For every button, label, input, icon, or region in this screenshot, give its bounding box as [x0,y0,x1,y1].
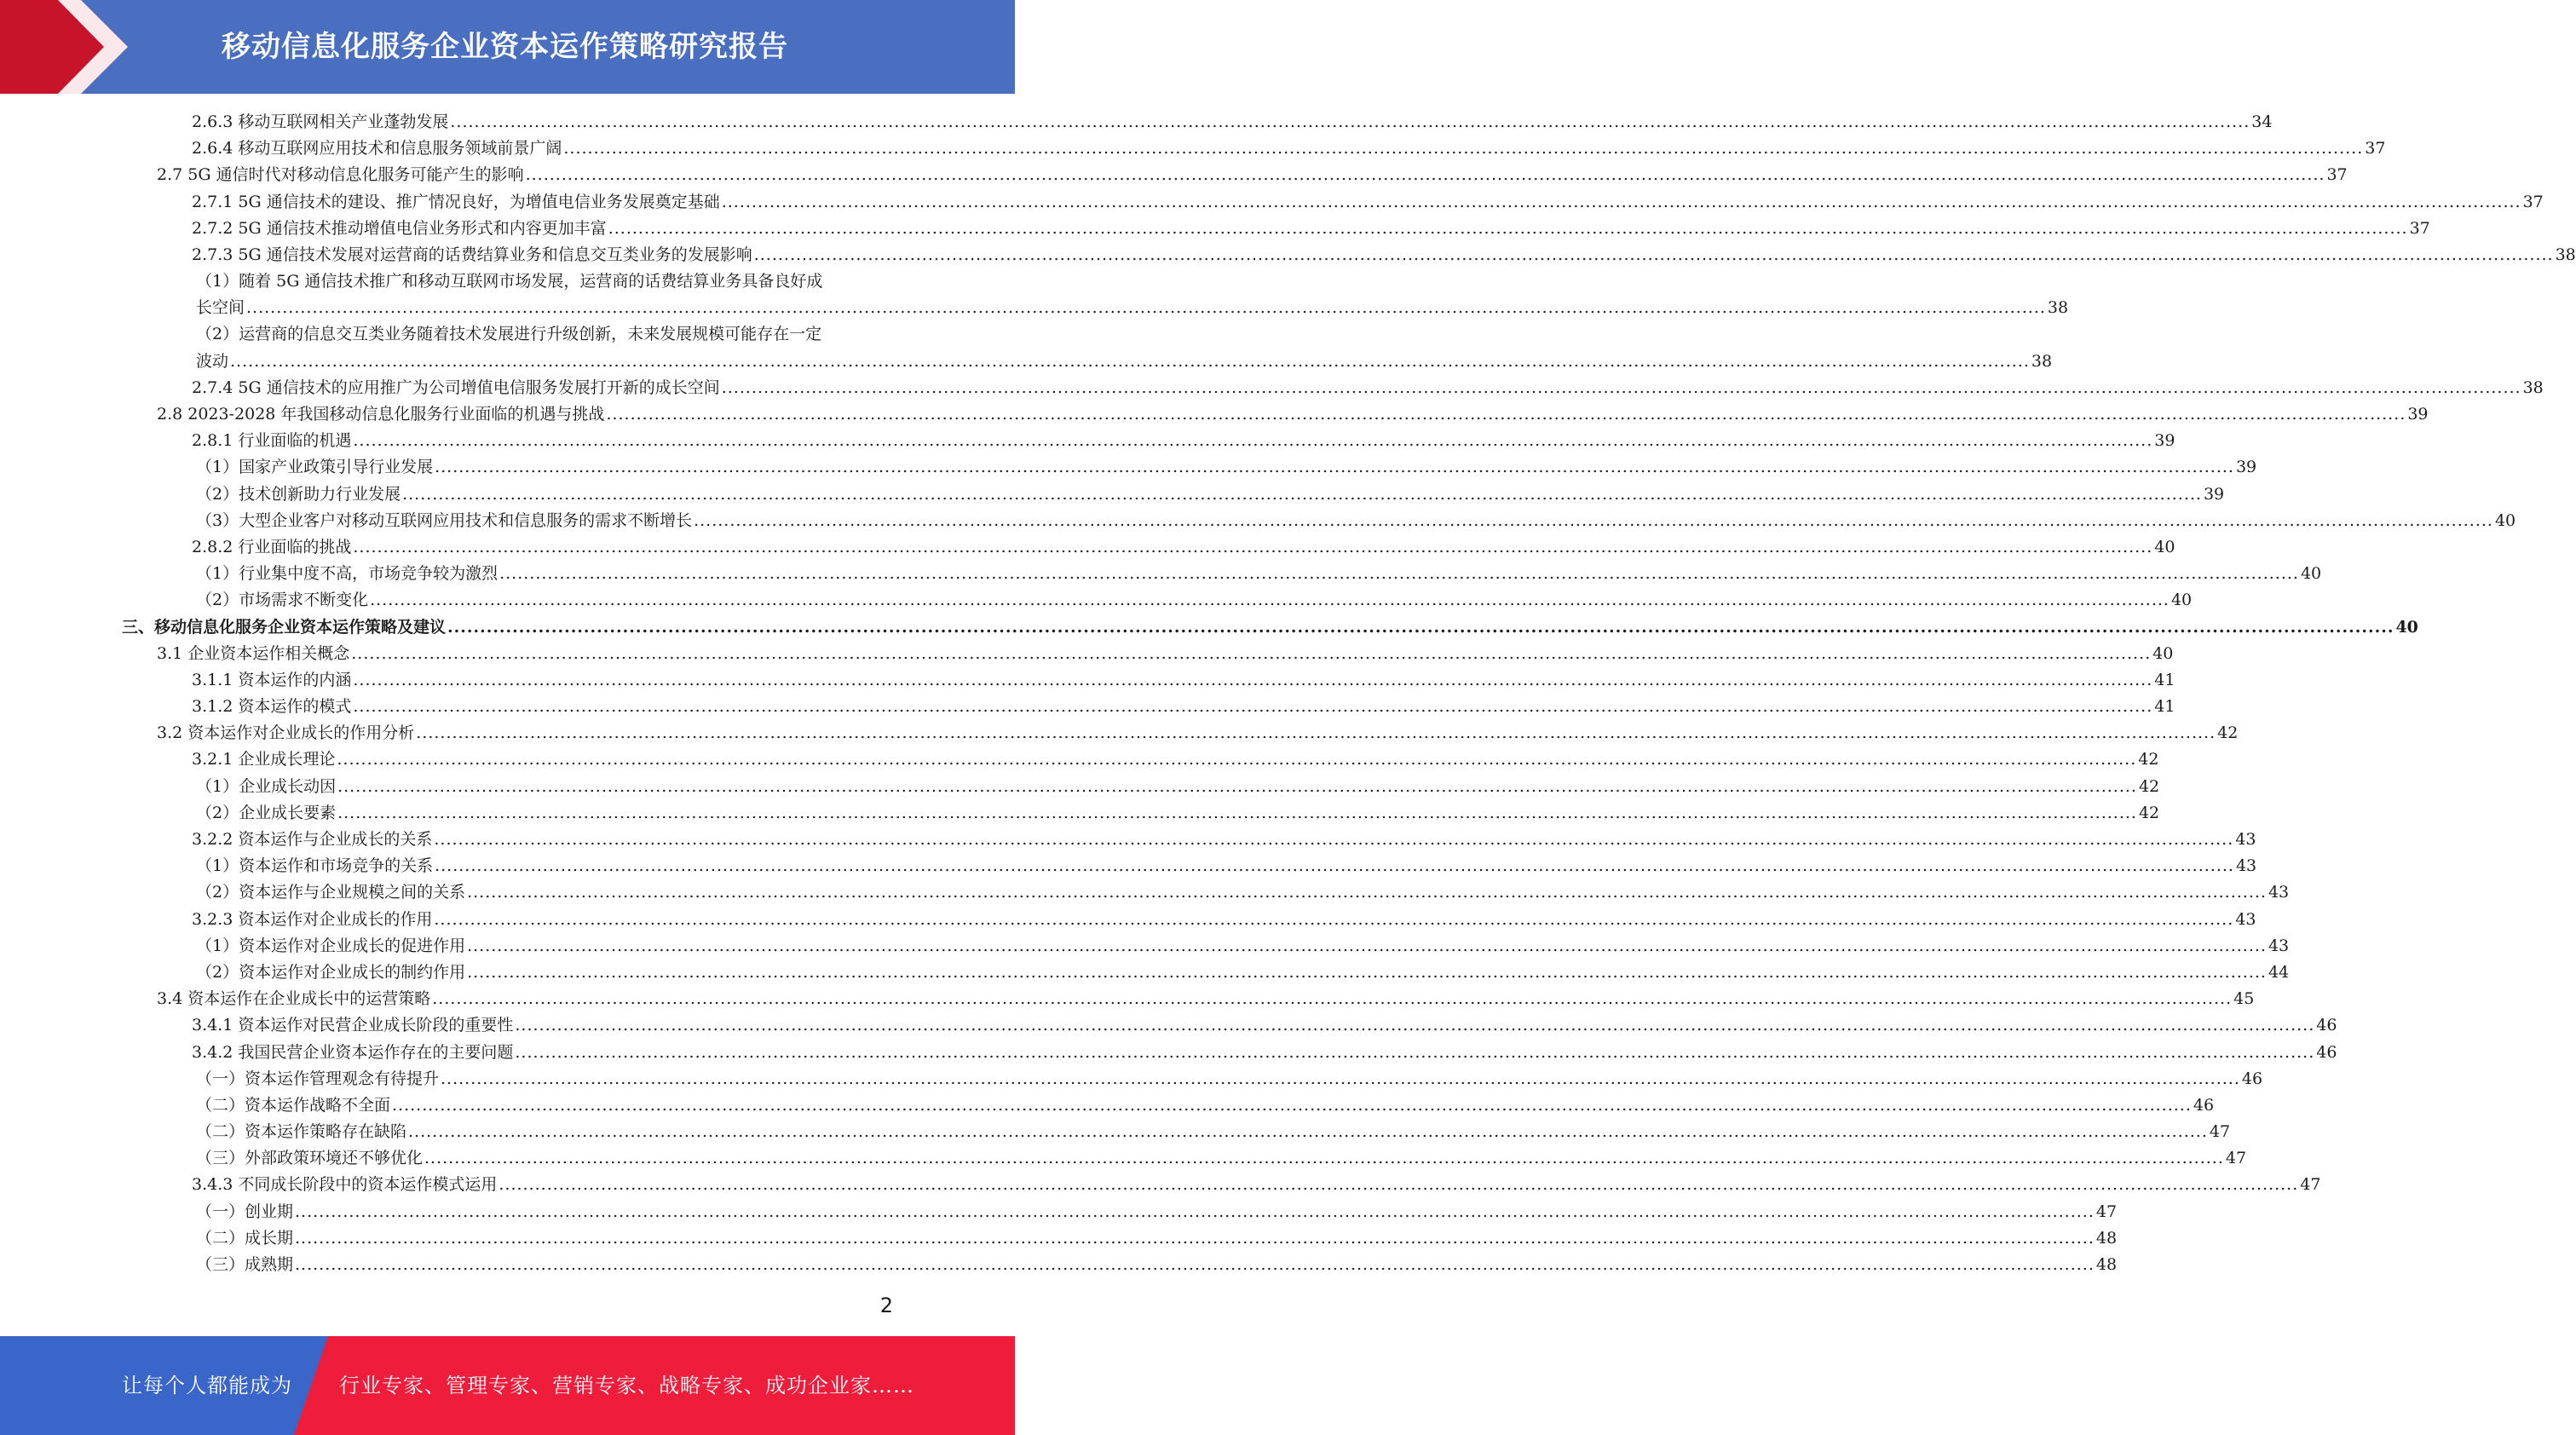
toc-entry-page: 40 [2300,564,2322,584]
toc-entry-page: 48 [2095,1255,2118,1275]
toc-entry[interactable] [0,1040,2337,1066]
page-number: 2 [879,1294,893,1317]
toc-entry-title: 波动 [196,351,229,371]
toc-entry[interactable] [0,1119,2231,1145]
toc-entry[interactable] [0,295,2069,321]
toc-dot-leader: ............................................................................................................................................................................................................................................................................................................ [499,564,2299,584]
toc-entry[interactable] [0,375,2544,401]
toc-dot-leader: ............................................................................................................................................................................................................................................................................................................ [753,245,2554,264]
toc-entry[interactable] [0,614,2418,641]
toc-entry[interactable] [0,322,1015,349]
toc-entry-page: 43 [2268,936,2290,955]
toc-entry[interactable] [0,986,2255,1012]
toc-entry-page: 47 [2209,1122,2231,1142]
toc-dot-leader: ............................................................................................................................................................................................................................................................................................................ [608,218,2408,238]
toc-entry[interactable] [0,587,2193,614]
toc-entry-page: 39 [2154,431,2175,451]
toc-entry[interactable] [0,853,2257,879]
toc-entry-page: 42 [2138,750,2159,769]
toc-entry[interactable] [0,907,2256,933]
toc-dot-leader: ............................................................................................................................................................................................................................................................................................................ [447,617,2394,637]
toc-entry[interactable] [0,747,2159,774]
toc-entry[interactable] [0,1066,2263,1092]
toc-entry[interactable] [0,135,2386,162]
toc-dot-leader: ............................................................................................................................................................................................................................................................................................................ [353,431,2153,451]
toc-entry-page: 37 [2365,139,2386,158]
toc-entry-title: 3.4 资本运作在企业成长中的运营策略 [157,989,431,1009]
toc-entry-title: （三）外部政策环境还不够优化 [196,1149,424,1168]
toc-dot-leader: ............................................................................................................................................................................................................................................................................................................ [432,989,2233,1009]
toc-entry-page: 38 [2047,298,2069,318]
header-arrow-decoration [0,0,153,94]
toc-entry[interactable] [0,667,2175,694]
page-footer [0,1336,1015,1435]
toc-entry[interactable] [0,109,2273,135]
toc-entry[interactable] [0,454,2257,481]
toc-dot-leader: ............................................................................................................................................................................................................................................................................................................ [402,484,2202,504]
toc-entry-title: 2.7.4 5G 通信技术的应用推广为公司增值电信服务发展打开新的成长空间 [192,377,720,397]
toc-entry[interactable] [0,534,2175,561]
toc-dot-leader: ............................................................................................................................................................................................................................................................................................................ [295,1202,2095,1221]
toc-entry[interactable] [0,401,2429,428]
toc-entry-title: 3.1 企业资本运作相关概念 [157,643,350,663]
toc-dot-leader: ............................................................................................................................................................................................................................................................................................................ [353,697,2153,717]
toc-entry-page: 39 [2203,484,2225,504]
toc-entry-title: 3.4.2 我国民营企业资本运作存在的主要问题 [192,1042,514,1062]
footer-slogan-right: 行业专家、管理专家、营销专家、战略专家、成功企业家…… [339,1374,914,1398]
toc-dot-leader: ............................................................................................................................................................................................................................................................................................................ [408,1122,2208,1142]
toc-entry[interactable] [0,349,2053,375]
toc-dot-leader: ............................................................................................................................................................................................................................................................................................................ [230,351,2030,371]
toc-entry[interactable] [0,1092,2215,1119]
report-title: 移动信息化服务企业资本运作策略研究报告 [222,30,788,64]
toc-entry-title: （2）资本运作对企业成长的制约作用 [196,962,466,982]
toc-entry-page: 40 [2494,510,2516,530]
toc-entry-title: （2）市场需求不断变化 [196,591,369,610]
toc-dot-leader: ............................................................................................................................................................................................................................................................................................................ [392,1095,2192,1115]
toc-dot-leader: ............................................................................................................................................................................................................................................................................................................ [563,139,2364,158]
toc-entry[interactable] [0,933,2290,960]
toc-entry-title: 3.1.1 资本运作的内涵 [192,670,352,689]
toc-entry-page: 41 [2154,697,2175,717]
toc-entry[interactable] [0,1252,2118,1278]
toc-entry-page: 43 [2235,856,2257,876]
toc-entry-title: （1）资本运作和市场竞争的关系 [196,856,434,876]
toc-entry-title: 2.6.3 移动互联网相关产业蓬勃发展 [192,112,449,131]
toc-entry-title: （二）资本运作策略存在缺陷 [196,1122,407,1142]
toc-entry-page: 37 [2409,218,2430,238]
toc-entry-page: 45 [2233,989,2255,1009]
toc-entry[interactable] [0,641,2174,667]
toc-entry-title: 2.7.1 5G 通信技术的建设、推广情况良好，为增值电信业务发展奠定基础 [192,192,720,211]
table-of-contents [0,109,2576,1278]
toc-entry-title: （2）技术创新助力行业发展 [196,484,401,504]
toc-entry[interactable] [0,268,1015,295]
toc-entry-title: 2.8.2 行业面临的挑战 [192,537,352,556]
toc-entry-title: 3.4.3 不同成长阶段中的资本运作模式运用 [192,1175,498,1195]
toc-entry-title: （1）随着 5G 通信技术推广和移动互联网市场发展，运营商的话费结算业务具备良好成 [196,272,823,291]
toc-dot-leader: ............................................................................................................................................................................................................................................................................................................ [337,803,2137,822]
toc-entry-title: 2.7 5G 通信时代对移动信息化服务可能产生的影响 [157,165,524,185]
toc-entry-title: 2.6.4 移动互联网应用技术和信息服务领域前景广阔 [192,139,562,158]
toc-entry[interactable] [0,720,2239,746]
toc-entry-page: 42 [2138,803,2160,822]
toc-entry-page: 41 [2154,670,2175,689]
toc-entry[interactable] [0,827,2256,853]
toc-dot-leader: ............................................................................................................................................................................................................................................................................................................ [467,883,2267,902]
toc-entry-page: 42 [2138,776,2160,796]
toc-entry-page: 47 [2300,1175,2321,1195]
toc-entry[interactable] [0,189,2544,216]
toc-dot-leader: ............................................................................................................................................................................................................................................................................................................ [295,1255,2095,1275]
toc-entry-page: 43 [2235,830,2256,850]
toc-dot-leader: ............................................................................................................................................................................................................................................................................................................ [515,1016,2315,1035]
toc-dot-leader: ............................................................................................................................................................................................................................................................................................................ [295,1228,2095,1248]
toc-entry[interactable] [0,162,2348,188]
toc-entry-page: 34 [2251,112,2273,131]
toc-entry-page: 44 [2268,962,2290,982]
toc-entry-page: 47 [2095,1202,2118,1221]
toc-entry-title: （3）大型企业客户对移动互联网应用技术和信息服务的需求不断增长 [196,510,693,530]
toc-entry[interactable] [0,1199,2118,1225]
toc-dot-leader: ............................................................................................................................................................................................................................................................................................................ [467,962,2267,982]
toc-dot-leader: ............................................................................................................................................................................................................................................................................................................ [353,537,2153,556]
toc-entry-title: （二）资本运作战略不全面 [196,1095,391,1115]
toc-entry-title: 3.1.2 资本运作的模式 [192,697,352,717]
toc-entry-page: 47 [2225,1149,2247,1168]
toc-dot-leader: ............................................................................................................................................................................................................................................................................................................ [721,192,2521,211]
toc-entry-page: 38 [2555,245,2576,264]
toc-entry[interactable] [0,561,2322,587]
toc-dot-leader: ............................................................................................................................................................................................................................................................................................................ [498,1175,2299,1195]
toc-entry-title: 2.7.2 5G 通信技术推动增值电信业务形式和内容更加丰富 [192,218,607,238]
toc-dot-leader: ............................................................................................................................................................................................................................................................................................................ [424,1149,2224,1168]
toc-entry[interactable] [0,1173,2321,1199]
footer-slogan-left: 让每个人都能成为 [122,1374,292,1398]
toc-entry-title: 3.4.1 资本运作对民营企业成长阶段的重要性 [192,1016,514,1035]
toc-entry-page: 46 [2193,1095,2215,1115]
toc-entry[interactable] [0,1225,2118,1252]
toc-entry[interactable] [0,1012,2337,1039]
toc-entry-title: （一）资本运作管理观念有待提升 [196,1069,440,1088]
toc-entry-page: 43 [2268,883,2290,902]
toc-dot-leader: ............................................................................................................................................................................................................................................................................................................ [370,591,2170,610]
toc-entry-page: 37 [2522,192,2544,211]
toc-entry[interactable] [0,216,2430,242]
toc-entry-page: 40 [2154,537,2175,556]
toc-dot-leader: ............................................................................................................................................................................................................................................................................................................ [435,458,2234,477]
toc-entry-page: 37 [2326,165,2348,185]
toc-entry-page: 38 [2031,351,2053,371]
toc-entry-title: 三、移动信息化服务企业资本运作策略及建议 [122,617,447,637]
toc-entry-title: 长空间 [196,298,245,318]
toc-entry[interactable] [0,800,2160,827]
toc-dot-leader: ............................................................................................................................................................................................................................................................................................................ [246,298,2046,318]
toc-entry-title: （1）行业集中度不高，市场竞争较为激烈 [196,564,498,584]
toc-dot-leader: ............................................................................................................................................................................................................................................................................................................ [606,405,2406,424]
toc-dot-leader: ............................................................................................................................................................................................................................................................................................................ [337,750,2137,769]
toc-entry-page: 38 [2522,377,2544,397]
toc-dot-leader: ............................................................................................................................................................................................................................................................................................................ [515,1042,2315,1062]
toc-entry-page: 46 [2316,1042,2337,1062]
toc-dot-leader: ............................................................................................................................................................................................................................................................................................................ [351,643,2152,663]
toc-entry-title: （1）资本运作对企业成长的促进作用 [196,936,466,955]
toc-entry-page: 48 [2095,1228,2118,1248]
toc-dot-leader: ............................................................................................................................................................................................................................................................................................................ [434,830,2234,850]
toc-entry[interactable] [0,694,2175,720]
toc-entry-title: （2）运营商的信息交互类业务随着技术发展进行升级创新，未来发展规模可能存在一定 [196,325,822,344]
toc-entry-title: （2）企业成长要素 [196,803,337,822]
toc-entry-title: 2.7.3 5G 通信技术发展对运营商的话费结算业务和信息交互类业务的发展影响 [192,245,752,264]
toc-entry-page: 40 [2395,617,2418,637]
toc-entry-page: 39 [2407,405,2429,424]
toc-entry[interactable] [0,879,2290,906]
toc-entry-title: （二）成长期 [196,1228,294,1248]
page-header [0,0,1015,94]
toc-entry-page: 40 [2152,643,2174,663]
toc-entry-page: 46 [2316,1016,2337,1035]
toc-entry[interactable] [0,481,2225,508]
toc-entry[interactable] [0,960,2290,986]
toc-entry[interactable] [0,1145,2247,1172]
toc-entry-page: 43 [2235,909,2256,929]
toc-entry[interactable] [0,774,2160,800]
toc-dot-leader: ............................................................................................................................................................................................................................................................................................................ [337,776,2137,796]
toc-entry-title: 3.2.1 企业成长理论 [192,750,336,769]
toc-entry-title: 3.2 资本运作对企业成长的作用分析 [157,723,415,743]
toc-dot-leader: ............................................................................................................................................................................................................................................................................................................ [467,936,2267,955]
toc-dot-leader: ............................................................................................................................................................................................................................................................................................................ [441,1069,2240,1088]
toc-entry-page: 40 [2170,591,2193,610]
toc-entry-title: 2.8 2023-2028 年我国移动信息化服务行业面临的机遇与挑战 [157,405,605,424]
toc-dot-leader: ............................................................................................................................................................................................................................................................................................................ [353,670,2153,689]
toc-entry-title: 3.2.3 资本运作对企业成长的作用 [192,909,433,929]
toc-dot-leader: ............................................................................................................................................................................................................................................................................................................ [694,510,2493,530]
toc-entry-title: （三）成熟期 [196,1255,294,1275]
toc-dot-leader: ............................................................................................................................................................................................................................................................................................................ [416,723,2216,743]
toc-dot-leader: ............................................................................................................................................................................................................................................................................................................ [450,112,2250,131]
toc-dot-leader: ............................................................................................................................................................................................................................................................................................................ [721,377,2521,397]
toc-entry-title: （2）资本运作与企业规模之间的关系 [196,883,466,902]
toc-entry-page: 42 [2217,723,2239,743]
toc-entry-title: （一）创业期 [196,1202,294,1221]
toc-entry-title: （1）国家产业政策引导行业发展 [196,458,434,477]
toc-dot-leader: ............................................................................................................................................................................................................................................................................................................ [434,909,2234,929]
toc-dot-leader: ............................................................................................................................................................................................................................................................................................................ [525,165,2325,185]
toc-entry[interactable] [0,428,2175,454]
toc-entry-page: 39 [2235,458,2257,477]
toc-dot-leader: ............................................................................................................................................................................................................................................................................................................ [435,856,2234,876]
toc-entry[interactable] [0,242,2576,268]
toc-entry-title: 3.2.2 资本运作与企业成长的关系 [192,830,433,850]
toc-entry-page: 46 [2241,1069,2263,1088]
toc-entry[interactable] [0,508,2516,534]
toc-entry-title: （1）企业成长动因 [196,776,337,796]
toc-entry-title: 2.8.1 行业面临的机遇 [192,431,352,451]
